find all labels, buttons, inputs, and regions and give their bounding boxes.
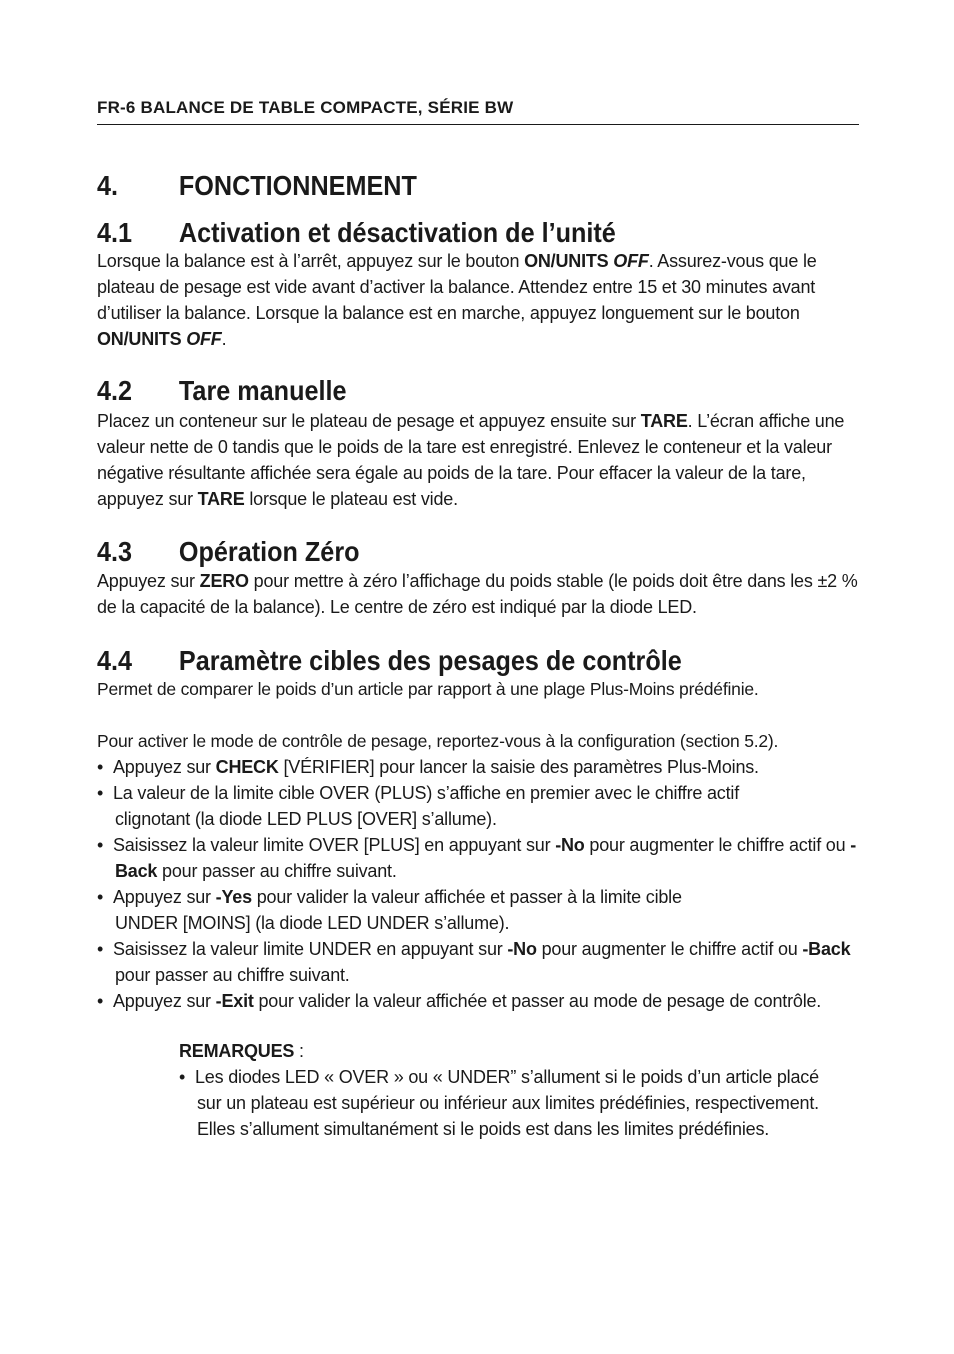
text-run: pour valider la valeur affichée et passer à la limite cible	[251, 887, 682, 907]
text-run: .	[221, 329, 227, 349]
bullet-dot: •	[97, 991, 104, 1011]
section-4-1-body	[97, 248, 863, 352]
text-run: Les diodes LED « OVER » ou « UNDER” s’allument si le poids d’un article placé sur un plateau est supérieur ou inférieur aux limites prédéfinies, respectivement. Elles s’allument simultanément si le poids est dans les limites prédéfinies.	[195, 1067, 819, 1139]
section-4-3-body	[97, 568, 863, 620]
bullet-dot: •	[97, 835, 104, 855]
bullet-dot: •	[97, 887, 104, 907]
text-run: pour mettre à zéro l’affichage du poids stable (le poids doit être dans les ±2 % de la capacité de la balance). Le centre de zéro est indiqué par la diode LED.	[97, 571, 858, 617]
button-name: CHECK	[215, 757, 279, 777]
text-run: pour augmenter le chiffre actif ou	[536, 939, 803, 959]
bullet-dot: •	[97, 757, 104, 777]
text-run: Placez un conteneur sur le plateau de pesage et appuyez ensuite sur	[97, 411, 641, 431]
header-rule	[97, 124, 859, 125]
section-4-1-heading	[97, 217, 867, 249]
section-title: Paramètre cibles des pesages de contrôle	[178, 645, 682, 676]
paragraph: Permet de comparer le poids d’un article par rapport à une plage Plus-Moins prédéfinie.	[97, 679, 759, 699]
text-run: Appuyez sur	[113, 757, 216, 777]
text-run: Appuyez sur	[97, 571, 200, 591]
bullet-dot: •	[179, 1067, 186, 1087]
text-run: Appuyez sur	[113, 887, 216, 907]
section-4-2-body	[97, 408, 857, 512]
text-run: pour passer au chiffre suivant.	[115, 965, 350, 985]
section-title: Tare manuelle	[178, 375, 347, 406]
button-name: -No	[555, 835, 585, 855]
button-name-italic: OFF	[186, 329, 222, 349]
text-run: pour passer au chiffre suivant.	[157, 861, 397, 881]
text-run: [VÉRIFIER] pour lancer la saisie des paramètres Plus-Moins.	[278, 757, 759, 777]
button-name: ON/UNITS	[524, 251, 614, 271]
section-number: 4.4	[97, 645, 133, 676]
paragraph	[97, 568, 863, 620]
list-item	[97, 988, 835, 1014]
text-run: :	[294, 1041, 304, 1061]
text-run: lorsque le plateau est vide.	[244, 489, 458, 509]
bullet-dot: •	[97, 783, 104, 803]
text-run: Lorsque la balance est à l’arrêt, appuyez sur le bouton	[97, 251, 525, 271]
button-name-italic: OFF	[613, 251, 649, 271]
page-header: FR-6 BALANCE DE TABLE COMPACTE, SÉRIE BW	[97, 98, 514, 117]
list-item	[97, 884, 867, 936]
button-name: -Exit	[215, 991, 254, 1011]
section-title: Opération Zéro	[178, 536, 360, 567]
text-run: Saisissez la valeur limite UNDER en appuyant sur	[113, 939, 508, 959]
button-name: -Yes	[215, 887, 252, 907]
section-number: 4.3	[97, 536, 133, 567]
button-name: -No	[507, 939, 537, 959]
paragraph	[97, 408, 857, 512]
section-4-3-heading	[97, 536, 867, 568]
section-number: 4.2	[97, 375, 133, 406]
section-4-4-heading	[97, 645, 867, 677]
paragraph: Pour activer le mode de contrôle de pesage, reportez-vous à la configuration (section 5.2).	[97, 731, 779, 751]
list-item	[97, 780, 815, 832]
text-run: La valeur de la limite cible OVER (PLUS) s’affiche en premier avec le chiffre actif clignotant (la diode LED PLUS [OVER] s’allume).	[113, 783, 740, 829]
chapter-heading	[97, 170, 867, 202]
note-item	[179, 1064, 827, 1142]
text-run: pour valider la valeur affichée et passer au mode de pesage de contrôle.	[253, 991, 822, 1011]
section-4-2-heading	[97, 375, 867, 407]
button-name: ON/UNITS	[97, 329, 187, 349]
bullet-dot: •	[97, 939, 104, 959]
button-name: ZERO	[199, 571, 249, 591]
button-name: -Back	[115, 835, 857, 881]
text-run: . L’écran affiche une valeur nette de 0 tandis que le poids de la tare est enregistré. Enlevez le conteneur et la valeur négative résultante affichée sera égale au poids de la tare. Pour effacer la valeur de la tare, appuyez sur	[97, 411, 845, 509]
text-run: Appuyez sur	[113, 991, 216, 1011]
chapter-title: FONCTIONNEMENT	[178, 170, 417, 201]
button-name: TARE	[640, 411, 688, 431]
notes-block	[179, 1038, 859, 1142]
notes-heading	[179, 1038, 859, 1064]
text-run: pour augmenter le chiffre actif ou	[584, 835, 851, 855]
list-item	[97, 754, 867, 780]
text-run: Saisissez la valeur limite OVER [PLUS] en appuyant sur	[113, 835, 556, 855]
section-4-4-list	[97, 728, 867, 1014]
notes-label: REMARQUES	[179, 1041, 295, 1061]
section-title: Activation et désactivation de l’unité	[178, 217, 616, 248]
text-run: UNDER [MOINS] (la diode LED UNDER s’allume).	[115, 913, 510, 933]
section-4-4-intro	[97, 676, 867, 702]
button-name: TARE	[197, 489, 245, 509]
paragraph	[97, 248, 863, 352]
text-run: . Assurez-vous que le plateau de pesage est vide avant d’activer la balance. Attendez entre 15 et 30 minutes avant d’utiliser la balance. Lorsque la balance est en marche, appuyez longuement sur le bouton	[97, 251, 817, 323]
list-item	[97, 936, 867, 988]
chapter-number: 4.	[97, 170, 119, 201]
section-number: 4.1	[97, 217, 133, 248]
list-item	[97, 832, 867, 884]
button-name: -Back	[802, 939, 851, 959]
